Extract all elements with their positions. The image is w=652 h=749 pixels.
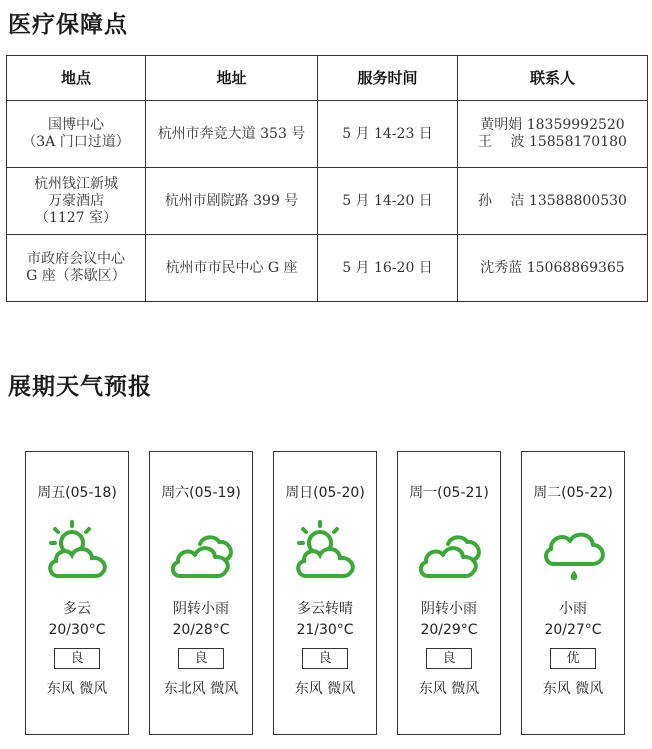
header-contact: 联系人 <box>458 56 648 101</box>
time-cell: 5 月 16-20 日 <box>318 235 458 302</box>
table-header-row <box>7 56 648 101</box>
place-cell <box>7 101 146 168</box>
partly-cloudy-icon <box>46 520 110 586</box>
time-cell: 5 月 14-20 日 <box>318 168 458 235</box>
forecast-card <box>521 451 625 735</box>
place-cell <box>7 168 146 235</box>
forecast-day: 周日(05-20) <box>285 485 365 501</box>
forecast-card <box>397 451 501 735</box>
weather-desc: 多云转晴 <box>297 601 353 617</box>
contact-line: 孙 洁 13588800530 <box>478 192 627 209</box>
header-time: 服务时间 <box>318 56 458 101</box>
place-line: 杭州钱江新城 <box>34 175 118 192</box>
table-row <box>7 101 648 168</box>
wind: 东风 微风 <box>46 681 108 697</box>
weather-desc: 阴转小雨 <box>421 601 477 617</box>
temperature: 20/30°C <box>48 622 106 638</box>
air-quality-badge: 良 <box>426 648 472 669</box>
contact-line: 王 波 15858170180 <box>478 134 627 150</box>
place-cell <box>7 235 146 302</box>
address-cell: 杭州市奔竞大道 353 号 <box>146 101 318 168</box>
air-quality-badge: 良 <box>178 648 224 669</box>
weather-desc: 阴转小雨 <box>173 601 229 617</box>
temperature: 20/29°C <box>420 622 478 638</box>
place-line: G 座（茶歇区） <box>26 268 126 284</box>
place-line: （3A 门口过道） <box>22 134 130 150</box>
air-quality-badge: 优 <box>550 648 596 669</box>
medical-section-title: 医疗保障点 <box>8 11 128 38</box>
air-quality-badge: 良 <box>54 648 100 669</box>
weather-desc: 多云 <box>63 601 91 617</box>
address-cell: 杭州市剧院路 399 号 <box>146 168 318 235</box>
table-row <box>7 168 648 235</box>
wind: 东北风 微风 <box>163 681 239 697</box>
place-line: （1127 室） <box>34 209 118 226</box>
forecast-day: 周六(05-19) <box>161 485 241 501</box>
wind: 东风 微风 <box>542 681 604 697</box>
contact-cell <box>458 101 648 168</box>
wind: 东风 微风 <box>294 681 356 697</box>
place-line: 万豪酒店 <box>48 192 104 209</box>
contact-cell <box>458 168 648 235</box>
temperature: 20/27°C <box>544 622 602 638</box>
forecast-day: 周五(05-18) <box>37 485 117 501</box>
cloud-icon <box>418 520 482 586</box>
forecast-card <box>273 451 377 735</box>
header-address: 地址 <box>146 56 318 101</box>
contact-cell <box>458 235 648 302</box>
place-line: 市政府会议中心 <box>27 251 125 267</box>
address-cell: 杭州市市民中心 G 座 <box>146 235 318 302</box>
weather-section-title: 展期天气预报 <box>8 373 152 400</box>
forecast-card <box>25 451 129 735</box>
cloud-icon <box>170 520 234 586</box>
partly-cloudy-icon <box>294 520 358 586</box>
wind: 东风 微风 <box>418 681 480 697</box>
rain-icon <box>542 520 606 586</box>
forecast-card <box>149 451 253 735</box>
header-place: 地点 <box>7 56 146 101</box>
forecast-day: 周一(05-21) <box>409 485 489 501</box>
temperature: 20/28°C <box>172 622 230 638</box>
weather-desc: 小雨 <box>559 601 587 617</box>
time-cell: 5 月 14-23 日 <box>318 101 458 168</box>
contact-line: 沈秀蓝 15068869365 <box>480 259 625 276</box>
forecast-day: 周二(05-22) <box>533 485 613 501</box>
air-quality-badge: 良 <box>302 648 348 669</box>
place-line: 国博中心 <box>48 117 104 133</box>
contact-line: 黄明娟 18359992520 <box>480 117 625 133</box>
medical-points-table <box>6 55 648 302</box>
table-row <box>7 235 648 302</box>
temperature: 21/30°C <box>296 622 354 638</box>
